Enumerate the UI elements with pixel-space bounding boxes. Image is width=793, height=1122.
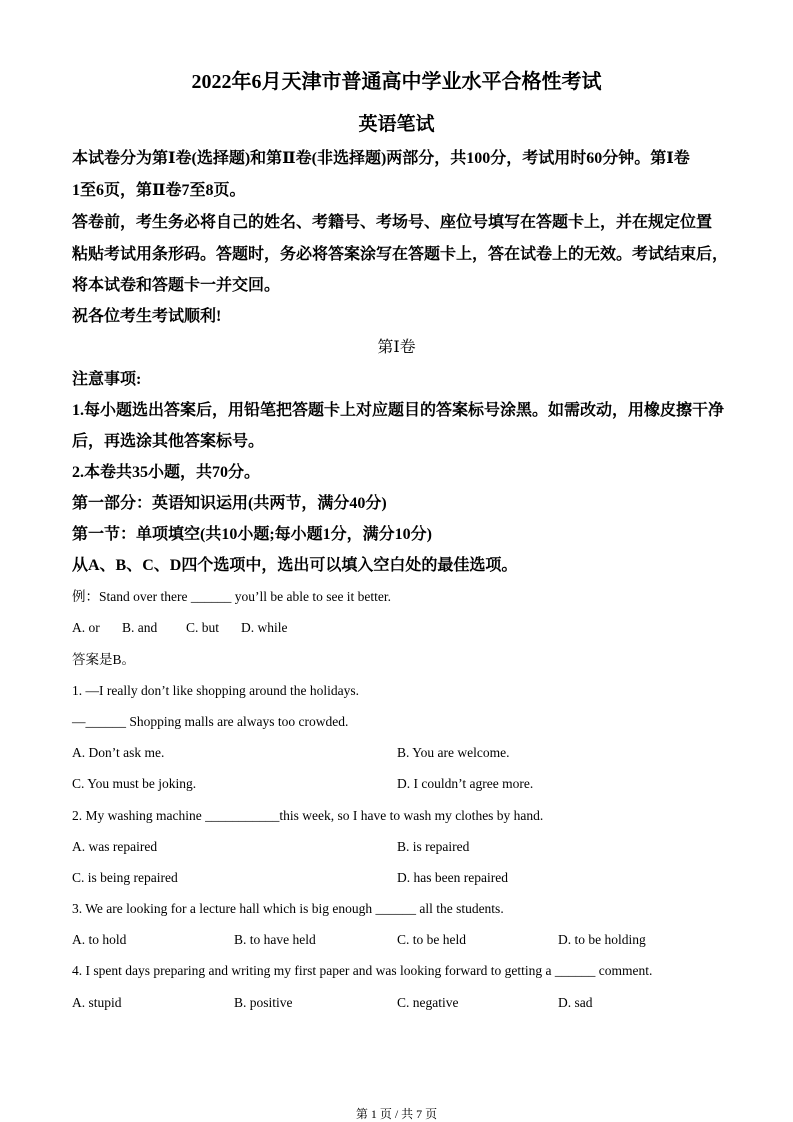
example-stem: 例：Stand over there ______ you’ll be able to see it better. bbox=[72, 589, 392, 604]
example-option: A. or bbox=[72, 620, 100, 635]
notes-line: 注意事项: bbox=[72, 371, 142, 388]
example-option: C. but bbox=[186, 620, 220, 635]
intro-line: 答卷前，考生务必将自己的姓名、考籍号、考场号、座位号填写在答题卡上，并在规定位置 bbox=[72, 214, 713, 231]
option: B. is repaired bbox=[397, 839, 470, 854]
question-stem: —______ Shopping malls are always too crowded. bbox=[72, 714, 349, 729]
option: B. You are welcome. bbox=[397, 745, 510, 760]
option: D. to be holding bbox=[558, 932, 646, 947]
notes-line: 2.本卷共35小题，共70分。 bbox=[72, 464, 261, 481]
question-stem: 4. I spent days preparing and writing my first paper and was looking forward to getting a ______ comment. bbox=[72, 963, 653, 978]
notes-line: 后，再选涂其他答案标号。 bbox=[72, 433, 265, 450]
option: C. negative bbox=[397, 995, 459, 1010]
question-stem: 1. —I really don’t like shopping around the holidays. bbox=[72, 683, 359, 698]
option: A. stupid bbox=[72, 995, 122, 1010]
option: B. positive bbox=[234, 995, 293, 1010]
intro-line: 祝各位考生考试顺利! bbox=[72, 308, 222, 325]
page-footer: 第 1 页 / 共 7 页 bbox=[355, 1107, 438, 1121]
option: A. Don’t ask me. bbox=[72, 745, 165, 760]
notes-line: 1.每小题选出答案后，用铅笔把答题卡上对应题目的答案标号涂黑。如需改动，用橡皮擦干净 bbox=[72, 402, 725, 419]
option: D. I couldn’t agree more. bbox=[397, 776, 534, 791]
example-answer: 答案是B。 bbox=[72, 652, 136, 667]
intro-line: 1至6页，第Ⅱ卷7至8页。 bbox=[72, 182, 246, 199]
example-option: B. and bbox=[122, 620, 158, 635]
question-stem: 2. My washing machine ___________this week, so I have to wash my clothes by hand. bbox=[72, 808, 544, 823]
intro-line: 将本试卷和答题卡一并交回。 bbox=[72, 277, 281, 294]
instruction: 从A、B、C、D四个选项中，选出可以填入空白处的最佳选项。 bbox=[72, 557, 518, 574]
option: D. has been repaired bbox=[397, 870, 508, 885]
example-option: D. while bbox=[241, 620, 288, 635]
intro-line: 粘贴考试用条形码。答题时，务必将答案涂写在答题卡上，答在试卷上的无效。考试结束后， bbox=[72, 246, 729, 263]
option: A. was repaired bbox=[72, 839, 158, 854]
option: B. to have held bbox=[234, 932, 316, 947]
option: A. to hold bbox=[72, 932, 127, 947]
exam-subtitle: 英语笔试 bbox=[358, 114, 435, 135]
exam-title: 2022年6月天津市普通高中学业水平合格性考试 bbox=[191, 71, 602, 93]
question-stem: 3. We are looking for a lecture hall which is big enough ______ all the students. bbox=[72, 901, 504, 916]
section-heading: 第一节：单项填空(共10小题;每小题1分，满分10分) bbox=[72, 526, 432, 543]
option: C. You must be joking. bbox=[72, 776, 197, 791]
option: C. to be held bbox=[397, 932, 466, 947]
intro-line: 本试卷分为第Ⅰ卷(选择题)和第Ⅱ卷(非选择题)两部分，共100分，考试用时60分钟。第Ⅰ卷 bbox=[72, 150, 690, 167]
part-heading: 第Ⅰ卷 bbox=[377, 339, 416, 356]
option: D. sad bbox=[558, 995, 593, 1010]
option: C. is being repaired bbox=[72, 870, 178, 885]
section-heading: 第一部分：英语知识运用(共两节，满分40分) bbox=[72, 495, 387, 512]
